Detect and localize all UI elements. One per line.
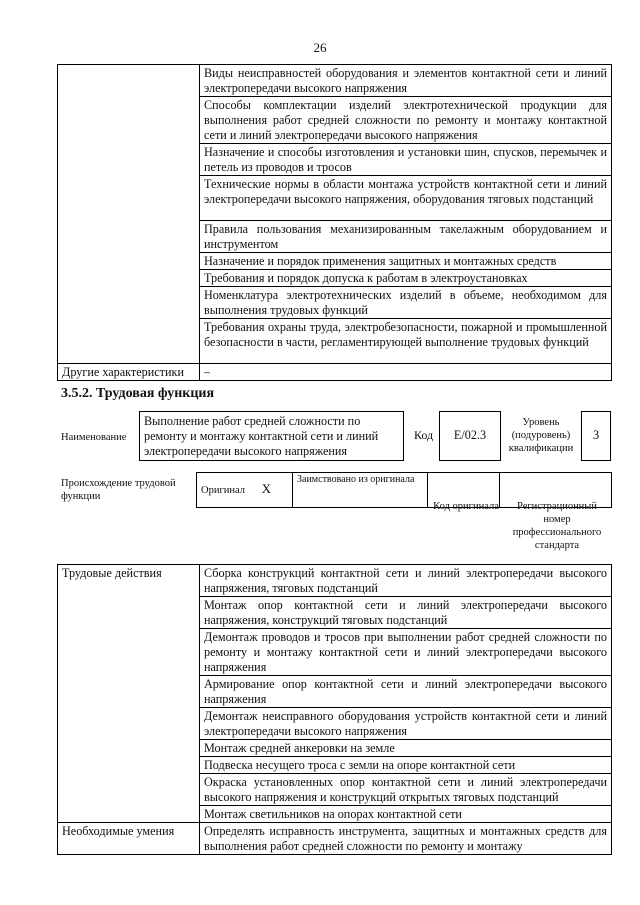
function-name: Выполнение работ средней сложности по ремонту и монтажу контактной сети и линий электропередачи высокого напряжения <box>139 411 404 461</box>
original-mark: X <box>261 481 272 496</box>
labor-action: Монтаж светильников на опорах контактной сети <box>200 806 612 823</box>
function-code: E/02.3 <box>439 411 501 461</box>
required-skill: Определять исправность инструмента, защитных и монтажных средств для выполнения работ средней сложности по ремонту и монтажу <box>200 823 612 855</box>
table-row <box>58 65 612 97</box>
section-heading: 3.5.2. Трудовая функция <box>61 386 215 401</box>
original-label: Оригинал <box>201 485 245 496</box>
page-number: 26 <box>313 40 327 55</box>
other-characteristics-label: Другие характеристики <box>58 364 200 381</box>
table-row <box>58 364 612 381</box>
qualification-level-label: Уровень (подуровень) квалификации <box>508 417 574 454</box>
name-label: Наименование <box>61 432 127 443</box>
labor-action: Окраска установленных опор контактной сети и линий электропередачи высокого напряжения и конструкций открытых тяговых подстанций <box>200 774 612 806</box>
labor-action: Армирование опор контактной сети и линий электропередачи высокого напряжения <box>200 676 612 708</box>
borrowed-label: Заимствовано из оригинала <box>293 473 428 508</box>
origin-label: Происхождение трудовой функции <box>61 478 176 502</box>
other-characteristics-value: – <box>200 364 612 381</box>
actions-table <box>57 564 612 855</box>
labor-action: Сборка конструкций контактной сети и линий электропередачи высокого напряжения, тяговых подстанций <box>200 565 612 597</box>
qualification-level-value: 3 <box>581 411 611 461</box>
knowledge-label-cell <box>58 65 200 364</box>
knowledge-table <box>57 64 612 381</box>
code-label: Код <box>414 428 434 442</box>
registration-caption: Регистрационный номер профессионального стандарта <box>512 501 602 551</box>
knowledge-item: Требования охраны труда, электробезопасности, пожарной и промышленной безопасности в части, регламентирующей выполнение трудовых функций <box>200 319 612 364</box>
knowledge-item: Номенклатура электротехнических изделий в объеме, необходимом для выполнения трудовых функций <box>200 287 612 319</box>
knowledge-item: Правила пользования механизированным такелажным оборудованием и инструментом <box>200 221 612 253</box>
labor-action: Монтаж средней анкеровки на земле <box>200 740 612 757</box>
knowledge-item: Способы комплектации изделий электротехнической продукции для выполнения работ средней сложности по ремонту и монтажу контактной сети и линий электропередачи высокого напряжения <box>200 97 612 144</box>
knowledge-item: Назначение и порядок применения защитных и монтажных средств <box>200 253 612 270</box>
labor-action: Монтаж опор контактной сети и линий электропередачи высокого напряжения, конструкций тяговых подстанций <box>200 597 612 629</box>
code-caption: Код оригинала <box>433 501 499 512</box>
knowledge-item: Виды неисправностей оборудования и элементов контактной сети и линий электропередачи высокого напряжения <box>200 65 612 97</box>
knowledge-item: Назначение и способы изготовления и установки шин, спусков, перемычек и петель из проводов и тросов <box>200 144 612 176</box>
labor-action: Демонтаж проводов и тросов при выполнении работ средней сложности по ремонту и монтажу контактной сети и линий электропередачи высокого напряжения <box>200 629 612 676</box>
table-row <box>58 823 612 855</box>
required-skills-label: Необходимые умения <box>58 823 200 855</box>
knowledge-item: Технические нормы в области монтажа устройств контактной сети и линий электропередачи высокого напряжения, оборудования тяговых подстанций <box>200 176 612 221</box>
original-cell <box>197 473 293 508</box>
table-row <box>58 565 612 597</box>
labor-action: Подвеска несущего троса с земли на опоре контактной сети <box>200 757 612 774</box>
knowledge-item: Требования и порядок допуска к работам в электроустановках <box>200 270 612 287</box>
labor-action: Демонтаж неисправного оборудования устройств контактной сети и линий электропередачи высокого напряжения <box>200 708 612 740</box>
labor-actions-label: Трудовые действия <box>58 565 200 823</box>
